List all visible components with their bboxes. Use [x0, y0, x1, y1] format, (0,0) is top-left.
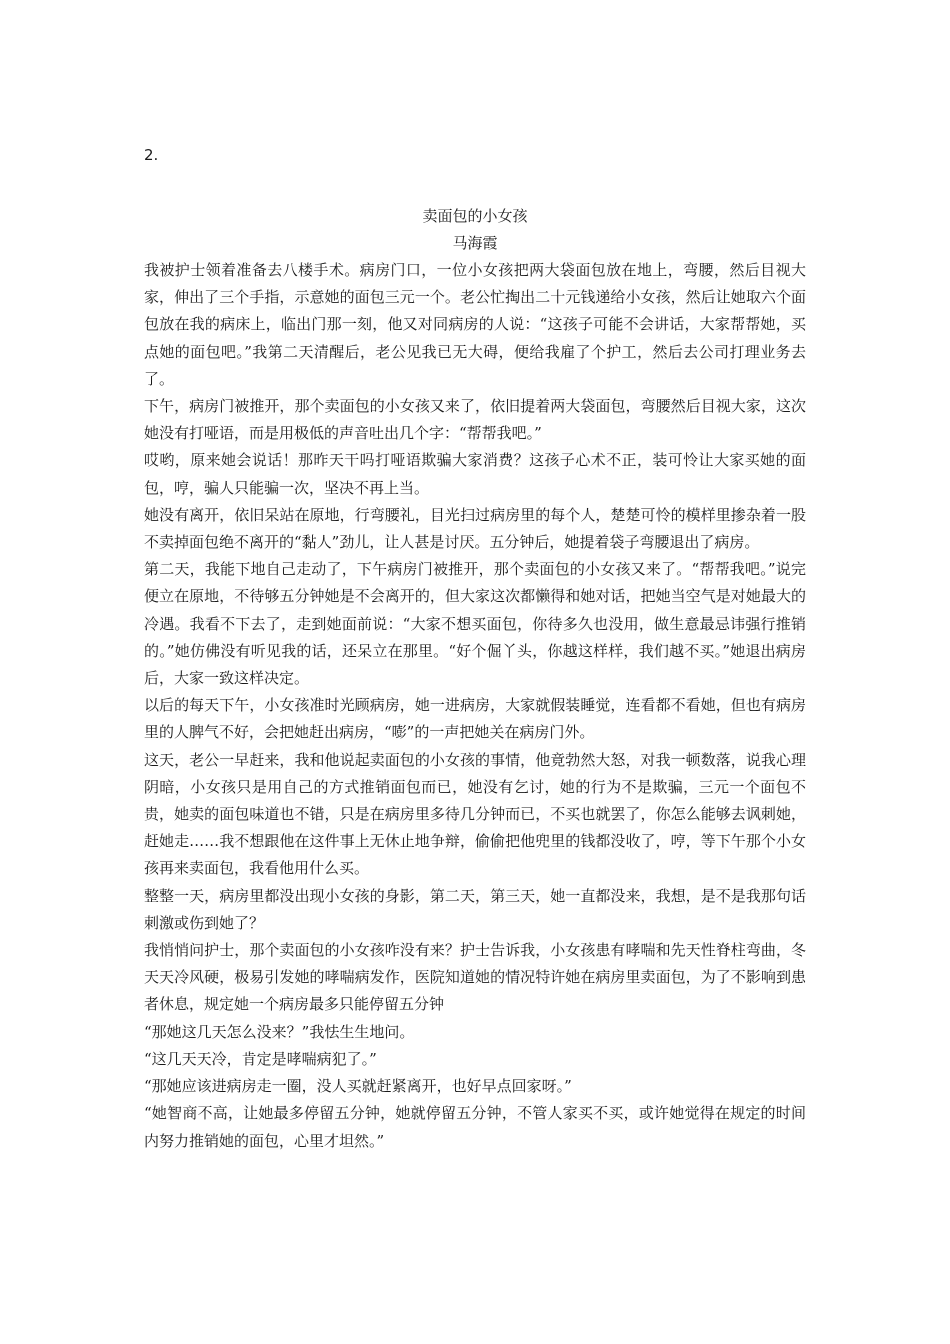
paragraph: 哎哟，原来她会说话！那昨天干吗打哑语欺骗大家消费？这孩子心术不正，装可怜让大家买她的面包，哼，骗人只能骗一次，坚决不再上当。	[144, 451, 806, 497]
section-number: 2.	[144, 146, 159, 164]
paragraph: 整整一天，病房里都没出现小女孩的身影，第二天，第三天，她一直都没来，我想，是不是我那句话刺激或伤到她了？	[144, 886, 806, 932]
paragraph: 以后的每天下午，小女孩准时光顾病房，她一进病房，大家就假装睡觉，连看都不看她，但也有病房里的人脾气不好，会把她赶出病房，“嘭”的一声把她关在病房门外。	[144, 696, 806, 742]
paragraph: 第二天，我能下地自己走动了，下午病房门被推开，那个卖面包的小女孩又来了。“帮帮我吧。”说完便立在原地，不待够五分钟她是不会离开的，但大家这次都懒得和她对话，把她当空气是对她最大的冷遇。我看不下去了，走到她面前说：“大家不想买面包，你待多久也没用，做生意最忌讳强行推销的。”她仿佛没有听见我的话，还呆立在那里。“好个倔丫头，你越这样样，我们越不买。”她退出病房后，大家一致这样决定。	[144, 560, 806, 688]
paragraph: 我被护士领着准备去八楼手术。病房门口，一位小女孩把两大袋面包放在地上，弯腰，然后目视大家，伸出了三个手指，示意她的面包三元一个。老公忙掏出二十元钱递给小女孩，然后让她取六个面包放在我的病床上，临出门那一刻，他又对同病房的人说：“这孩子可能不会讲话，大家帮帮她，买点她的面包吧。”我第二天清醒后，老公见我已无大碍，便给我雇了个护工，然后去公司打理业务去了。	[144, 261, 806, 388]
article-author: 马海霞	[452, 234, 498, 252]
paragraph: 这天，老公一早赶来，我和他说起卖面包的小女孩的事情，他竟勃然大怒，对我一顿数落，说我心理阴暗，小女孩只是用自己的方式推销面包而已，她没有乞讨，她的行为不是欺骗，三元一个面包不贵，她卖的面包味道也不错，只是在病房里多待几分钟而已，不买也就罢了，你怎么能够去讽刺她，赶她走……我不想跟他在这件事上无休止地争辩，偷偷把他兜里的钱都没收了，哼，等下午那个小女孩再来卖面包，我看他用什么买。	[144, 750, 806, 878]
paragraph: 下午，病房门被推开，那个卖面包的小女孩又来了，依旧提着两大袋面包，弯腰然后目视大家，这次她没有打哑语，而是用极低的声音吐出几个字：“帮帮我吧。”	[144, 397, 806, 443]
paragraph: 她没有离开，依旧呆站在原地，行弯腰礼，目光扫过病房里的每个人，楚楚可怜的模样里掺杂着一股不卖掉面包绝不离开的“黏人”劲儿，让人甚是讨厌。五分钟后，她提着袋子弯腰退出了病房。	[144, 505, 806, 552]
paragraph: 我悄悄问护士，那个卖面包的小女孩咋没有来？护士告诉我，小女孩患有哮喘和先天性脊柱弯曲，冬天天冷风硬，极易引发她的哮喘病发作，医院知道她的情况特许她在病房里卖面包，为了不影响到患者休息，规定她一个病房最多只能停留五分钟	[144, 941, 806, 1014]
paragraph: “那她应该进病房走一圈，没人买就赶紧离开，也好早点回家呀。”	[144, 1077, 572, 1096]
paragraph: “她智商不高，让她最多停留五分钟，她就停留五分钟，不管人家买不买，或许她觉得在规定的时间内努力推销她的面包，心里才坦然。”	[144, 1104, 806, 1150]
paragraph: “这几天天冷，肯定是哮喘病犯了。”	[144, 1049, 377, 1068]
article-body	[144, 257, 806, 1155]
article-title: 卖面包的小女孩	[422, 207, 528, 225]
paragraph: “那她这几天怎么没来？”我怯生生地问。	[144, 1022, 415, 1041]
